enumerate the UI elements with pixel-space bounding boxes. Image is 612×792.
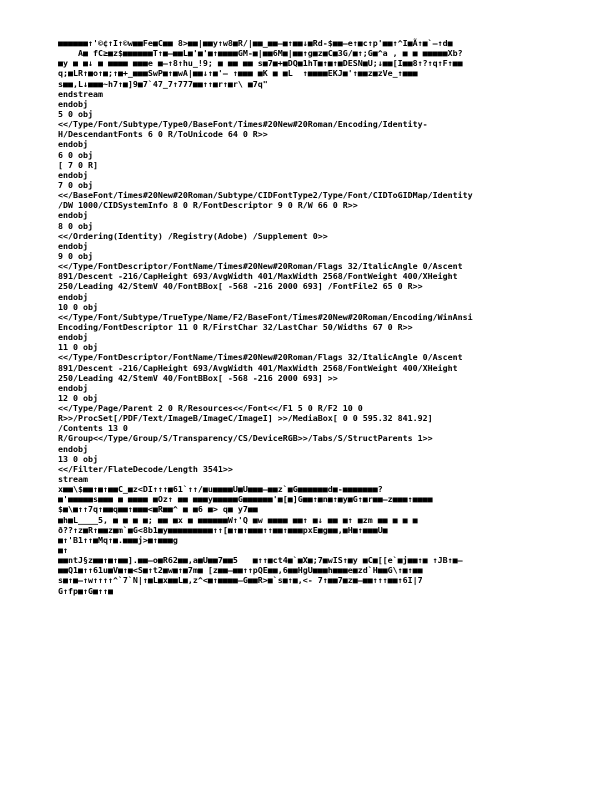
- text-line: 13 0 obj: [58, 453, 98, 464]
- text-line: s■↑■—↑w↑↑↑↑^`7`N|↑■L■x■■L■,z^<■↑■■■■—G■■R>■`s■↑■,<- 7↑■■7■z■—■■↑↑↑■■↑6I|7: [58, 575, 423, 586]
- text-line: 7 0 obj: [58, 179, 93, 190]
- text-line: 8 0 obj: [58, 220, 93, 231]
- text-line: /DW 1000/CIDSystemInfo 8 0 R/FontDescriptor 9 0 R/W 66 0 R>>: [58, 200, 358, 211]
- text-line: endobj: [58, 139, 88, 150]
- text-line: <</Filter/FlateDecode/Length 3541>>: [58, 463, 233, 474]
- text-line: 891/Descent -216/CapHeight 693/AvgWidth 401/MaxWidth 2568/FontWeight 400/XHeight: [58, 362, 458, 373]
- text-line: ■■Q1■↑↑61u■V■↑■<S■↑t2■w■↑■7m■ [z■■—■■↑↑pQE■■,6■■HgU■■■h■■■e■zd`H■■G\↑■↑■■: [58, 565, 423, 576]
- text-line: /Contents 13 0: [58, 423, 128, 434]
- text-line: <</Type/Page/Parent 2 0 R/Resources<</Font<</F1 5 0 R/F2 10 0: [58, 403, 363, 414]
- text-line: A■ fC≥■z$■■■■■■T↑■—■■L■'■'■↑■■■■GM-■|■■6M■|■■↑g■z■C■3G/■↑;G■^a , ■ ■ ■■■■■Xb?: [58, 48, 463, 59]
- text-line: ■■■■■■↑'©¢↑I↑©w■■Fe■C■■ 8>■■|■■y↑w8■R/|■■_■■—■↑■■↓■Rd-$■■—e↑■c↑p'■■↑^I■Ã↑■`—↑d■: [58, 38, 453, 48]
- text-line: 12 0 obj: [58, 392, 98, 403]
- text-line: stream: [58, 474, 88, 485]
- text-line: ■↑: [58, 545, 68, 556]
- text-line: 11 0 obj: [58, 342, 98, 353]
- text-line: ■■ntJ§z■■↑■↑■■].■■—o■R62■■,a■U■■7■■5 ■↑↑■ct4■`■X■;7■wIS↑■y ■C■[[e`■j■■↑■ ↑JB↑■—: [58, 555, 463, 566]
- text-line: endobj: [58, 169, 88, 180]
- text-line: <</Type/FontDescriptor/FontName/Times#20New#20Roman/Flags 32/ItalicAngle 0/Ascent: [58, 261, 463, 272]
- text-line: endobj: [58, 98, 88, 109]
- text-line: $■\■↑↑7q↑■■q■■↑■■■<■R■■^ ■ ■6 ■> q■ y7■■: [58, 504, 258, 515]
- text-line: endobj: [58, 382, 88, 393]
- text-line: x■■\$■■↑■↑■■C_■z<DI↑↑↑■61`↑↑/■u■■■■U■U■■■—■■z`■G■■■■■■d■-■■■■■■■?: [58, 484, 383, 495]
- text-line: 891/Descent -216/CapHeight 693/AvgWidth 401/MaxWidth 2568/FontWeight 400/XHeight: [58, 271, 458, 282]
- text-line: endobj: [58, 210, 88, 221]
- text-line: <</Type/Font/Subtype/Type0/BaseFont/Times#20New#20Roman/Encoding/Identity-: [58, 119, 428, 130]
- text-line: s■■,L↓■■■~h7↑■]9■7`47_7↑777■■↑↑■r↑■r\ ■7q": [58, 78, 268, 89]
- text-line: <</BaseFont/Times#20New#20Roman/Subtype/CIDFontType2/Type/Font/CIDToGIDMap/Identity: [58, 190, 473, 201]
- text-line: <</Type/Font/Subtype/TrueType/Name/F2/BaseFont/Times#20New#20Roman/Encoding/WinAnsi: [58, 311, 473, 322]
- text-line: Encoding/FontDescriptor 11 0 R/FirstChar 32/LastChar 50/Widths 67 0 R>>: [58, 321, 413, 332]
- text-line: G↑fp■↑G■↑↑■: [58, 585, 113, 596]
- text-line: ■'■■■■■s■■■ ■ ■■■■ ■Oz↑ ■■ ■■■y■■■■■G■■■■■■'■[■]G■■↑■n■↑■y■G↑■r■■—z■■■↑■■■■: [58, 494, 433, 505]
- text-line: 6 0 obj: [58, 149, 93, 160]
- text-line: R>>/ProcSet[/PDF/Text/ImageB/ImageC/ImageI] >>/MediaBox[ 0 0 595.32 841.92]: [58, 413, 433, 424]
- text-line: 250/Leading 42/StemV 40/FontBBox[ -568 -216 2000 693] /FontFile2 65 0 R>>: [58, 281, 423, 292]
- text-line: ■↑'B1↑↑■Mq↑■.■■■j>■↑■■■g: [58, 534, 178, 545]
- text-line: endobj: [58, 332, 88, 343]
- text-line: 5 0 obj: [58, 108, 93, 119]
- text-line: endobj: [58, 240, 88, 251]
- text-line: 9 0 obj: [58, 250, 93, 261]
- text-line: endobj: [58, 291, 88, 302]
- text-line: R/Group<</Type/Group/S/Transparency/CS/DeviceRGB>>/Tabs/S/StructParents 1>>: [58, 433, 433, 444]
- text-line: <</Type/FontDescriptor/FontName/Times#20New#20Roman/Flags 32/ItalicAngle 0/Ascent: [58, 352, 463, 363]
- text-line: ð??↑z■R↑■■z■m`■G<8b1■y■■■■■■■■■↑↑[■↑■↑■■■↑↑■■↑■■■pxE■g■■,■H■↑■■■U■: [58, 524, 388, 535]
- text-line: <</Ordering(Identity) /Registry(Adobe) /Supplement 0>>: [58, 230, 328, 241]
- text-line: H/DescendantFonts 6 0 R/ToUnicode 64 0 R>>: [58, 129, 268, 140]
- text-line: 250/Leading 42/StemV 40/FontBBox[ -568 -216 2000 693] >>: [58, 372, 338, 383]
- text-line: endobj: [58, 443, 88, 454]
- text-line: endstream: [58, 88, 103, 99]
- text-line: [ 7 0 R]: [58, 159, 98, 170]
- text-line: 10 0 obj: [58, 301, 98, 312]
- text-line: ■y ■ ■↓ ■ ■■■■ ■■■e ■—↑8↑hu_!9; ■ ■■ ■■ s■7■+■DQ■1hT■↑■↑■DESN■U;↓■■[I■■8↑?↑q↑F↑■■: [58, 58, 463, 69]
- pdf-source-text: [58, 38, 558, 596]
- text-line: ■h■L____5, ■ ■ ■ ■; ■■ ■x ■ ■■■■■■W↑'Q ■w ■■■■ ■■↑ ■↓ ■■ ■↑ ■zm ■■ ■ ■ ■: [58, 514, 418, 525]
- text-line: q;■LR↑■o↑■;↑■+_■■■SwP■↑■wA|■■↓↑■'— ↑■■■ ■K ■ ■L ↑■■■■EKJ■'↑■■z■zVe_↑■■■: [58, 68, 418, 79]
